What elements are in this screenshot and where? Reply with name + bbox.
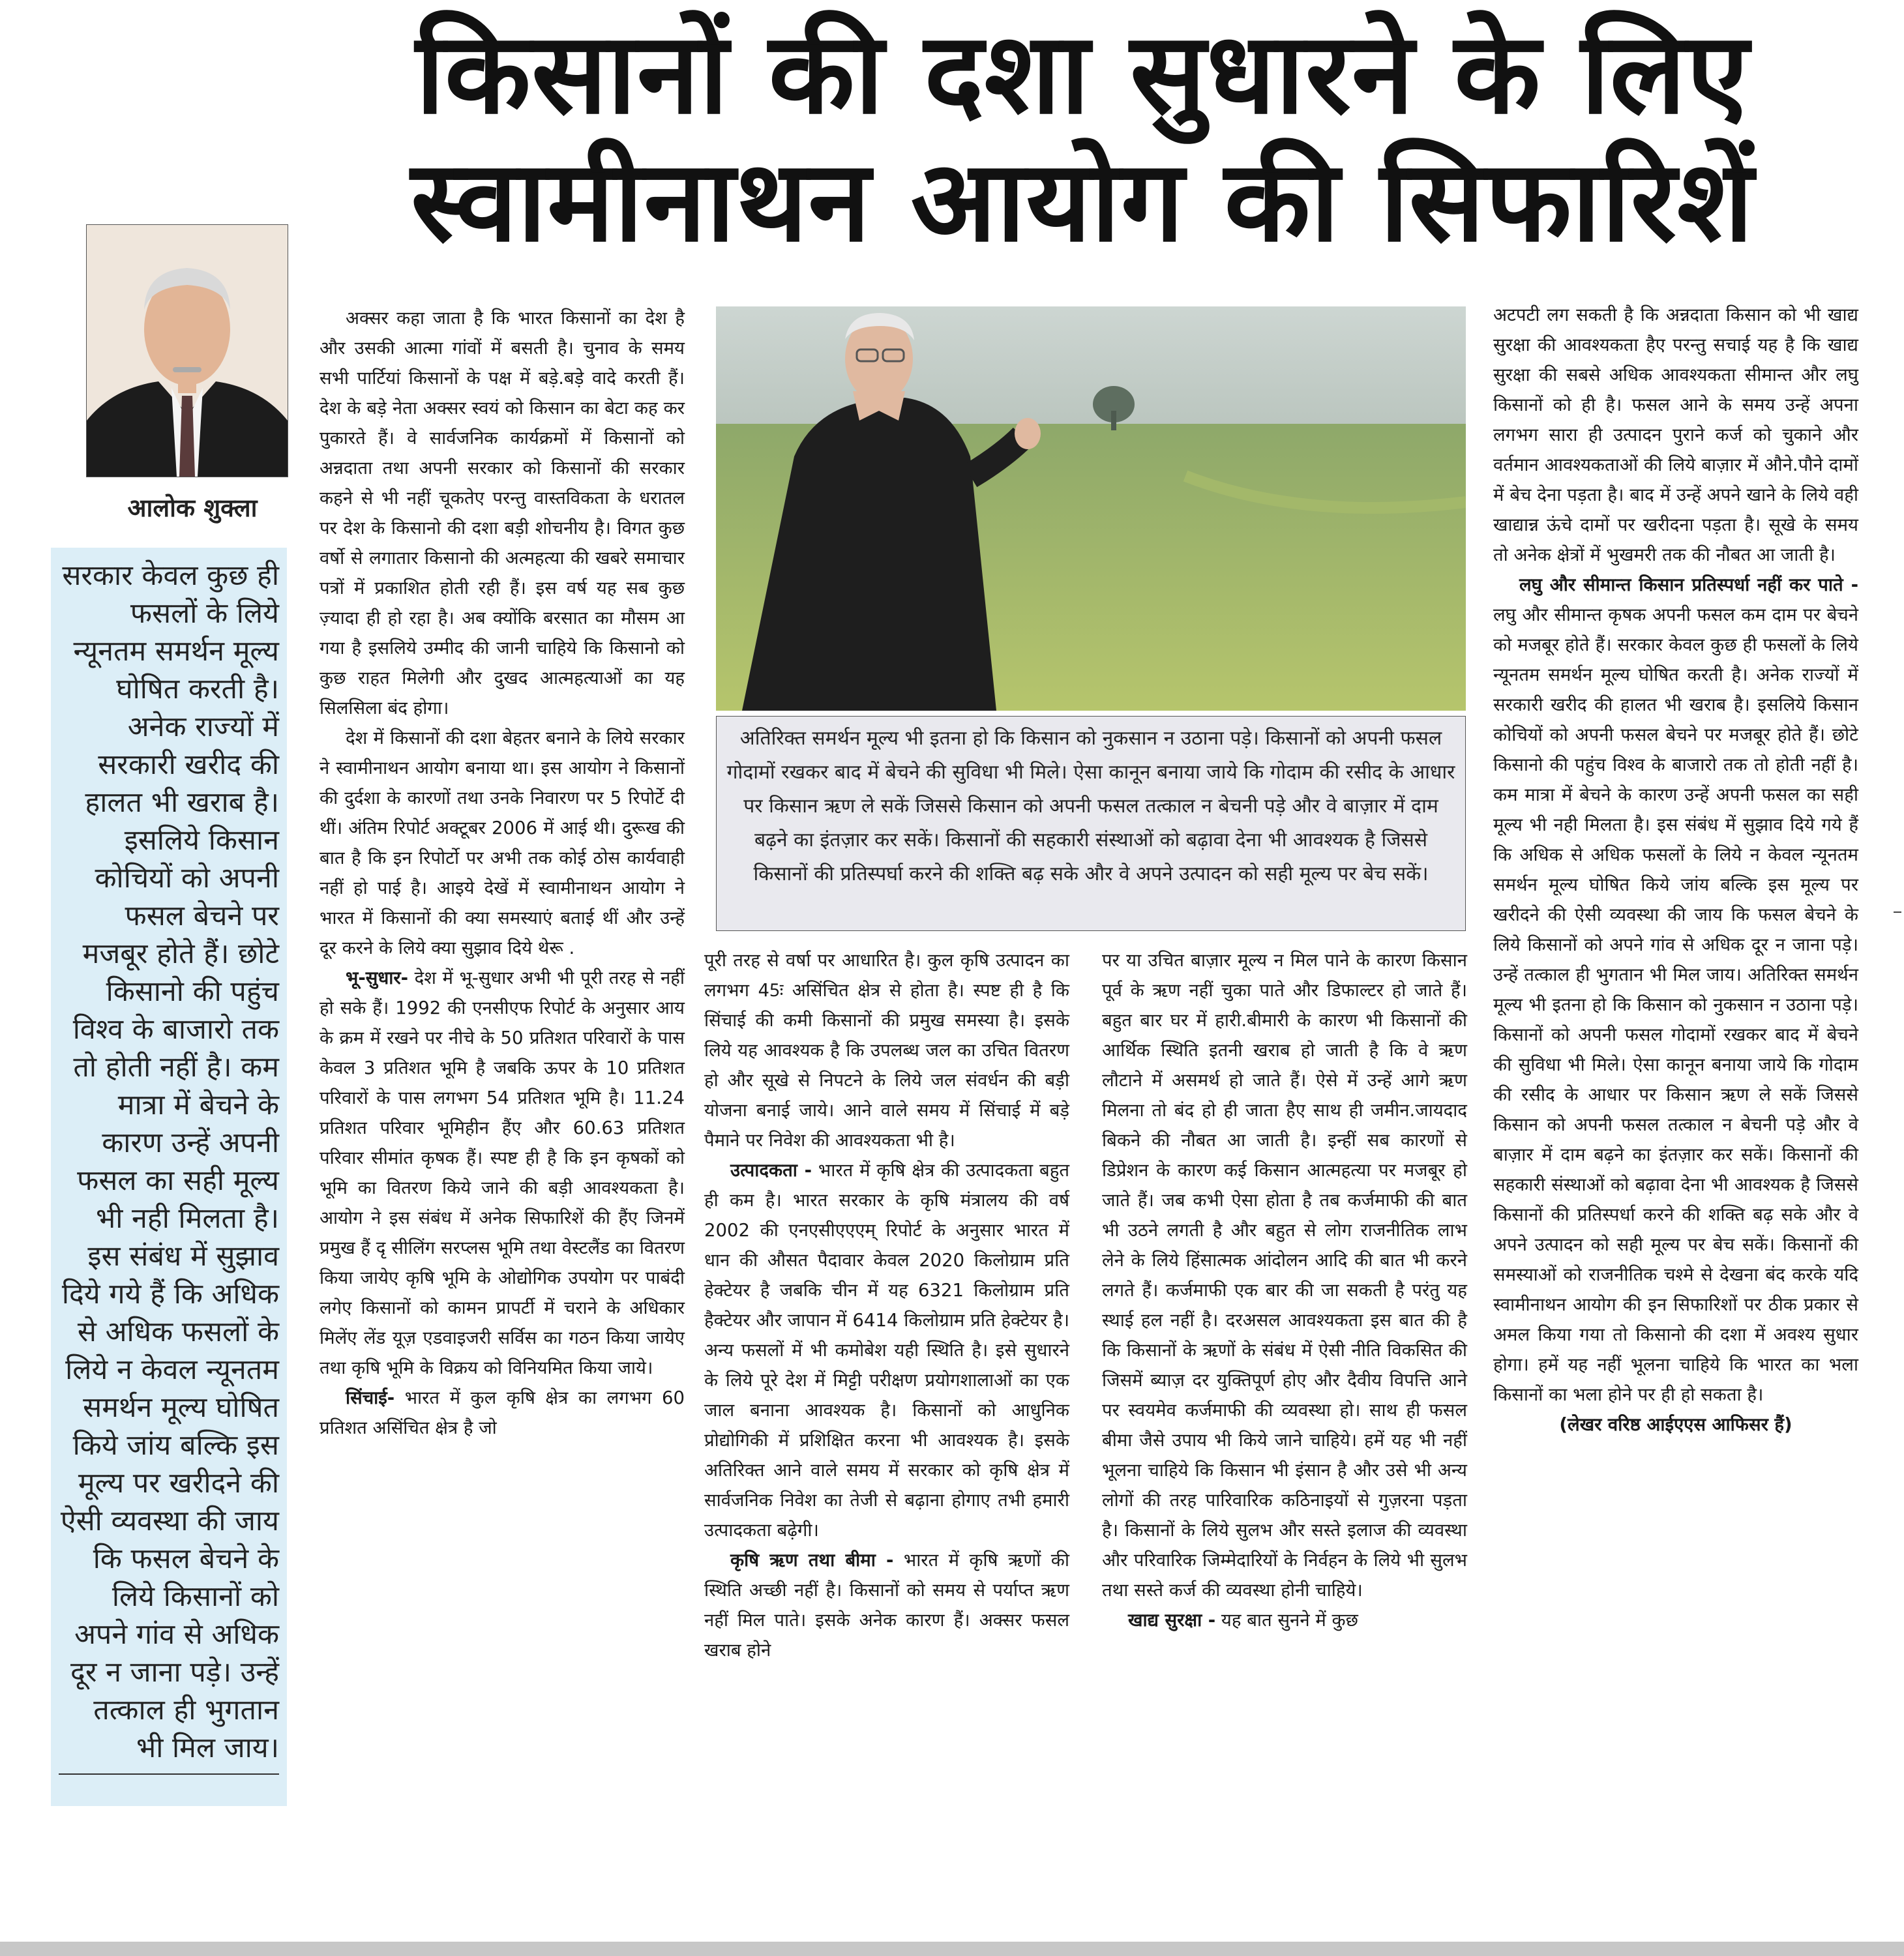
- subhead-productivity: उत्पादकता -: [730, 1160, 812, 1181]
- page-edge-mark: [1894, 911, 1901, 913]
- headline-line-2: स्वामीनाथन आयोग की सिफारिशें: [411, 136, 1754, 267]
- headline: [365, 10, 1800, 265]
- col1-paragraph-4: [320, 1383, 685, 1443]
- author-photo: [86, 224, 288, 477]
- col2-paragraph-3-body: भारत में कृषि ऋणों की स्थिति अच्छी नहीं है। किसानों को समय से पर्याप्त ऋण नहीं मिल पाते। इसके अनेक कारण हैं। अक्सर फसल खराब होने: [704, 1550, 1070, 1661]
- subhead-land-reform: भू-सुधार-: [346, 968, 409, 988]
- subhead-irrigation: सिंचाई-: [346, 1387, 395, 1408]
- main-photo: [716, 306, 1466, 711]
- col3-paragraph-2: [1102, 1605, 1467, 1635]
- pull-quote-box: [51, 548, 287, 1806]
- subhead-credit-insurance: कृषि ऋण तथा बीमा -: [730, 1550, 894, 1571]
- pull-quote-text: सरकार केवल कुछ ही फसलों के लिये न्यूनतम समर्थन मूल्य घोषित करती है। अनेक राज्यों में सरकारी खरीद की हालत भी खराब है। इसलिये किसान कोचियों को अपनी फसल बेचने पर मजबूर होते हैं। छोटे किसानो की पहुंच विश्व के बाजारो तक तो होती नहीं है। कम मात्रा में बेचने के कारण उन्हें अपनी फसल का सही मूल्य भी नही मिलता है। इस संबंध में सुझाव दिये गये हैं कि अधिक से अधिक फसलों के लिये न केवल न्यूनतम समर्थन मूल्य घोषित किये जांय बल्कि इस मूल्य पर खरीदने की ऐसी व्यवस्था की जाय कि फसल बेचने के लिये किसानों को अपने गांव से अधिक दूर न जाना पड़े। उन्हें तत्काल ही भुगतान भी मिल जाय।: [60, 559, 279, 1764]
- col2-paragraph-2: [704, 1155, 1069, 1545]
- author-signoff: (लेखर वरिष्ठ आईएएस आफिसर हैं): [1559, 1414, 1792, 1435]
- col4-paragraph-1: अटपटी लग सकती है कि अन्नदाता किसान को भी खाद्य सुरक्षा की आवश्यकता हैए परन्तु सचाई यह है कि खाद्य सुरक्षा की सबसे अधिक आवश्यकता सीमान्त और लघु किसानों को ही है। फसल आने के समय उन्हें अपना लगभग सारा ही उत्पादन पुराने कर्ज को चुकाने और वर्तमान आवश्यकताओं की लिये बाज़ार में औने.पौने दामों में बेच देना पड़ता है। बाद में उन्हें अपने खाने के लिये वही खाद्यान्न ऊंचे दामों पर खरीदना पड़ता है। सूखे के समय तो अनेक क्षेत्रों में भुखमरी तक की नौबत आ जाती है।: [1493, 304, 1858, 565]
- article-column-2: [704, 945, 1069, 1665]
- col2-paragraph-2-body: भारत में कृषि क्षेत्र की उत्पादकता बहुत ही कम है। भारत सरकार के कृषि मंत्रालय की वर्ष 2002 की एनएसीएएएम् रिपोर्ट के अनुसार भारत में धान की औसत पैदावार केवल 2020 किलोग्राम प्रति हेक्टेयर है जबकि चीन में यह 6321 किलोग्राम प्रति हैक्टेयर और जापान में 6414 किलोग्राम प्रति हेक्टेयर है। अन्य फसलों में भी कमोबेश यही स्थिति है। इसे सुधारने के लिये पूरे देश में मिट्टी परीक्षण प्रयोगशालाओं का एक जाल बनाना आवश्यक है। किसानों को आधुनिक प्रोद्योगिकी में प्रशिक्षित करना भी आवश्यक है। इसके अतिरिक्त आने वाले समय में सरकार को कृषि क्षेत्र में सार्वजनिक निवेश का तेजी से बढ़ाना होगाए तभी हमारी उत्पादकता बढ़ेगी।: [704, 1160, 1069, 1541]
- col4-paragraph-2: [1493, 570, 1858, 1410]
- col3-paragraph-1: पर या उचित बाज़ार मूल्य न मिल पाने के कारण किसान पूर्व के ऋण नहीं चुका पाते और डिफाल्टर हो जाते हैं। बहुत बार घर में हारी.बीमारी के कारण भी किसानों की आर्थिक स्थिति इतनी खराब हो जाती है कि वे ऋण लौटाने में असमर्थ हो जाते हैं। ऐसे में उन्हें आगे ऋण मिलना तो बंद हो ही जाता हैए साथ ही जमीन.जायदाद बिकने की नौबत आ जाती है। इन्हीं सब कारणों से डिप्रेशन के कारण कई किसान आत्महत्या पर मजबूर हो जाते हैं। जब कभी ऐसा होता है तब कर्जमाफी की बात भी उठने लगती है और बहुत से लोग राजनीतिक लाभ लेने के लिये हिंसात्मक आंदोलन आदि की बात भी करने लगते हैं। कर्जमाफी एक बार की जा सकती है परंतु यह स्थाई हल नहीं है। दरअसल आवश्यकता इस बात की है कि किसानों के ऋणों के संबंध में ऐसी नीति विकसित की जिसमें ब्याज़ दर युक्तिपूर्ण होए और दैवीय विपत्ति आने पर स्वयमेव कर्जमाफी की व्यवस्था हो। साथ ही फसल बीमा जैसे उपाय भी किये जाने चाहिये। हमें यह भी नहीं भूलना चाहिये कि किसान भी इंसान है और उसे भी अन्य लोगों की तरह पारिवारिक कठिनाइयों से गुज़रना पड़ता है। किसानों के लिये सुलभ और सस्ते इलाज की व्यवस्था और परिवारिक जिम्मेदारियों के निर्वहन के लिये भी सुलभ तथा सस्ते कर्ज की व्यवस्था होनी चाहिये।: [1102, 950, 1467, 1601]
- col1-paragraph-2: देश में किसानों की दशा बेहतर बनाने के लिये सरकार ने स्वामीनाथन आयोग बनाया था। इस आयोग ने किसानों की दुर्दशा के कारणों तथा उनके निवारण पर 5 रिपोर्टे दी थीं। अंतिम रिपोर्ट अक्टूबर 2006 में आई थी। दुरूख की बात है कि इन रिपोर्टो पर अभी तक कोई ठोस कार्यवाही नहीं हो पाई है। आइये देखें में स्वामीनाथन आयोग ने भारत में किसानों की क्या समस्याएं बताई थीं और उन्हें दूर करने के लिये क्या सुझाव दिये थेरू .: [320, 728, 685, 958]
- col2-paragraph-1: पूरी तरह से वर्षा पर आधारित है। कुल कृषि उत्पादन का लगभग 45ः असिंचित क्षेत्र से होता है। स्पष्ट ही है कि सिंचाई की कमी किसानों की प्रमुख समस्या है। इसके लिये यह आवश्यक है कि उपलब्ध जल का उचित वितरण हो और सूखे से निपटने के लिये जल संवर्धन की बड़ी योजना बनाई जाये। आने वाले समय में सिंचाई में बड़े पैमाने पर निवेश की आवश्यकता भी है।: [704, 950, 1069, 1151]
- headline-line-1: किसानों की दशा सुधारने के लिए: [415, 8, 1749, 139]
- col1-paragraph-4-body: भारत में कुल कृषि क्षेत्र का लगभग 60 प्रतिशत असिंचित क्षेत्र है जो: [320, 1387, 685, 1438]
- field-photo-image: [716, 306, 1466, 711]
- col3-paragraph-2-body: यह बात सुनने में कुछ: [1215, 1610, 1358, 1631]
- author-name: आलोक शुक्ला: [127, 494, 258, 522]
- article-column-1: [320, 303, 685, 1443]
- article-column-3: [1102, 945, 1467, 1635]
- photo-caption: अतिरिक्त समर्थन मूल्य भी इतना हो कि किसान को नुकसान न उठाना पड़े। किसानों को अपनी फसल गोदामों रखकर बाद में बेचने की सुविधा भी मिले। ऐसा कानून बनाया जाये कि गोदाम की रसीद के आधार पर किसान ऋण ले सकें जिससे किसान को अपनी फसल तत्काल न बेचनी पड़े और वे बाज़ार में दाम बढ़ने का इंतज़ार कर सकें। किसानों की सहकारी संस्थाओं को बढ़ावा देना भी आवश्यक है जिससे किसानों की प्रतिस्पर्घा करने की शक्ति बढ़ सके और वे अपने उत्पादन को सही मूल्य पर बेच सकें।: [716, 716, 1466, 931]
- pull-quote-rule: [59, 1773, 279, 1775]
- author-portrait-image: [87, 225, 288, 477]
- col2-paragraph-3: [704, 1545, 1069, 1665]
- article-column-4: [1493, 300, 1858, 1440]
- col1-paragraph-3: [320, 963, 685, 1383]
- bottom-strip: [0, 1942, 1904, 1956]
- col1-paragraph-3-body: देश में भू-सुधार अभी भी पूरी तरह से नहीं हो सके हैं। 1992 की एनसीएफ रिपोर्ट के अनुसार आय के क्रम में रखने पर नीचे के 50 प्रतिशत परिवारों के पास केवल 3 प्रतिशत भूमि है जबकि ऊपर के 10 प्रतिशत परिवारों के पास लगभग 54 प्रतिशत भूमि है। 11.24 प्रतिशत परिवार भूमिहीन हैंए और 60.63 प्रतिशत परिवार सीमांत कृषक हैं। स्पष्ट ही है कि इन कृषकों को भूमि का वितरण किये जाने की बड़ी आवश्यकता है। आयोग ने इस संबंध में अनेक सिफारिशें की हैंए जिनमें प्रमुख हैं दृ सीलिंग सरप्लस भूमि तथा वेस्टलैंड का वितरण किया जायेए कृषि भूमि के ओद्योगिक उपयोग पर पाबंदी लगेए किसानों को कामन प्रापर्टी में चराने के अधिकार मिलेंए लेंड यूज़ एडवाइजरी सर्विस का गठन किया जायेए तथा कृषि भूमि के विक्रय को विनियमित किया जाये।: [320, 968, 685, 1378]
- col4-paragraph-2-body: लघु और सीमान्त कृषक अपनी फसल कम दाम पर बेचने को मजबूर होते हैं। सरकार केवल कुछ ही फसलों के लिये न्यूनतम समर्थन मूल्य घोषित करती है। अनेक राज्यों में सरकारी खरीद की हालत भी खराब है। इसलिये किसान कोचियों को अपनी फसल बेचने पर मजबूर होते हैं। छोटे किसानो की पहुंच विश्व के बाजारो तक तो होती नहीं है। कम मात्रा में बेचने के कारण उन्हें अपनी फसल का सही मूल्य भी नही मिलता है। इस संबंध में सुझाव दिये गये हैं कि अधिक से अधिक फसलों के लिये न केवल न्यूनतम समर्थन मूल्य घोषित किये जांय बल्कि इस मूल्य पर खरीदने की ऐसी व्यवस्था की जाय कि फसल बेचने के लिये किसानों को अपने गांव से अधिक दूर न जाना पड़े। उन्हें तत्काल ही भुगतान भी मिल जाय। अतिरिक्त समर्थन मूल्य भी इतना हो कि किसान को नुकसान न उठाना पड़े। किसानों को अपनी फसल गोदामों रखकर बाद में बेचने की सुविधा भी मिले। ऐसा कानून बनाया जाये कि गोदाम की रसीद के आधार पर किसान ऋण ले सकें जिससे किसान को अपनी फसल तत्काल न बेचनी पड़े और वे बाज़ार में दाम बढ़ने का इंतज़ार कर सकें। किसानों की सहकारी संस्थाओं को बढ़ावा देना भी आवश्यक है जिससे किसानों की प्रतिस्पर्धा करने की शक्ति बढ़ सके और वे अपने उत्पादन को सही मूल्य पर बेच सकें। किसानों की समस्याओं को राजनीतिक चश्मे से देखना बंद करके यदि स्वामीनाथन आयोग की इन सिफारिशों पर ठीक प्रकार से अमल किया गया तो किसानो की दशा में अवश्य सुधार होगा। हमें यह नहीं भूलना चाहिये कि भारत का भला किसानों का भला होने पर ही हो सकता है।: [1493, 604, 1858, 1405]
- subhead-small-farmers: लघु और सीमान्त किसान प्रतिस्पर्धा नहीं कर पाते -: [1519, 574, 1858, 595]
- col1-paragraph-1: अक्सर कहा जाता है कि भारत किसानों का देश है और उसकी आत्मा गांवों में बसती है। चुनाव के समय सभी पार्टियां किसानों के पक्ष में बड़े.बड़े वादे करती हैं। देश के बड़े नेता अक्सर स्वयं को किसान का बेटा कह कर पुकारते हैं। वे सार्वजनिक कार्यक्रमों में किसानों को अन्नदाता तथा अपनी सरकार को किसानों की सरकार कहने से भी नहीं चूकतेए परन्तु वास्तविकता के धरातल पर देश के किसानो की दशा बड़ी शोचनीय है। विगत कुछ वर्षो से लगातार किसानो की अत्महत्या की खबरे समाचार पत्रों में प्रकाशित होती रही हैं। इस वर्ष यह सब कुछ ज़्यादा ही हो रहा है। अब क्योंकि बरसात का मौसम आ गया है इसलिये उम्मीद की जानी चाहिये कि किसानो को कुछ राहत मिलेगी और दुखद आत्महत्याओं का यह सिलसिला बंद होगा।: [320, 308, 685, 719]
- subhead-food-security: खाद्य सुरक्षा -: [1128, 1610, 1216, 1631]
